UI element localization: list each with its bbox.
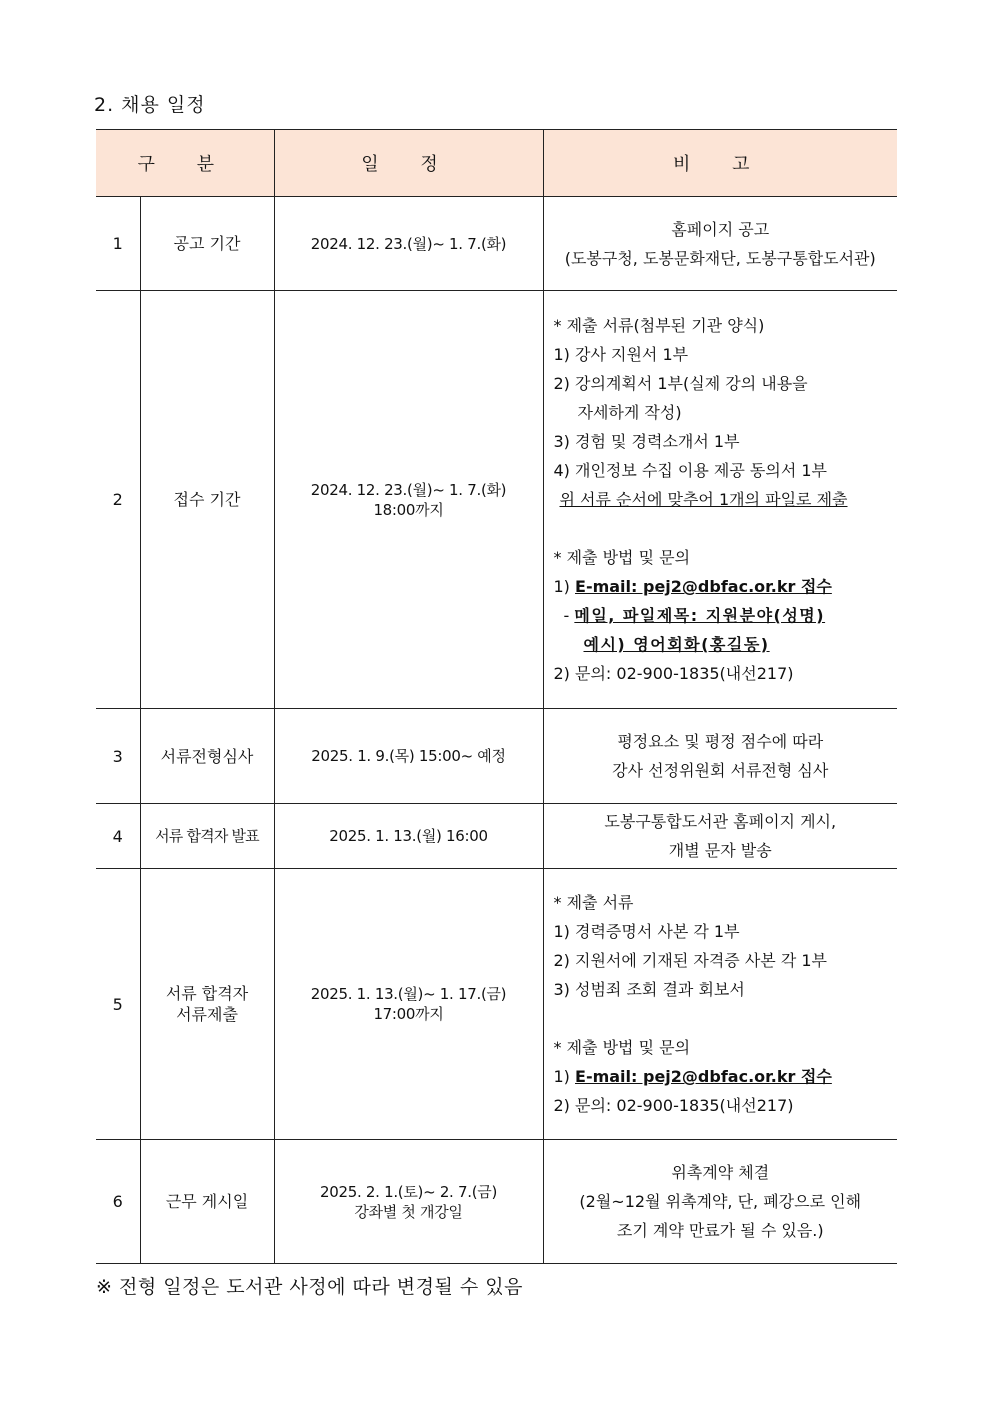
note-method-title: * 제출 방법 및 문의 [553, 1038, 691, 1057]
note-line: (도봉구청, 도봉문화재단, 도봉구통합도서관) [564, 248, 876, 268]
row-date [274, 869, 543, 1140]
category-line: 접수 기간 [173, 490, 241, 509]
note-doc-item: 자세하게 작성) [577, 403, 682, 422]
note-line: 홈페이지 공고 [671, 219, 770, 239]
row-category [140, 804, 274, 869]
date-line: 17:00까지 [373, 1005, 444, 1023]
row-number: 6 [96, 1140, 140, 1264]
category-line: 공고 기간 [173, 234, 241, 253]
note-line: 위촉계약 체결 [671, 1163, 770, 1182]
date-line: 2025. 1. 9.(목) 15:00~ 예정 [311, 747, 506, 765]
header-schedule: 일 정 [274, 130, 543, 197]
header-category: 구 분 [96, 130, 274, 197]
schedule-table [96, 129, 897, 1264]
note-doc-item: 3) 경험 및 경력소개서 1부 [553, 432, 740, 451]
note-doc-item: 2) 지원서에 기재된 자격증 사본 각 1부 [553, 951, 828, 970]
table-row [96, 709, 897, 804]
row-number: 3 [96, 709, 140, 804]
row-category [140, 869, 274, 1140]
row-date [274, 291, 543, 709]
note-line: 개별 문자 발송 [668, 841, 772, 860]
row-date [274, 804, 543, 869]
note-doc-item: 3) 성범죄 조회 결과 회보서 [553, 980, 745, 999]
note-line: 도봉구통합도서관 홈페이지 게시, [604, 812, 837, 831]
table-header-row [96, 130, 897, 197]
table-row [96, 291, 897, 709]
note-line: 평정요소 및 평정 점수에 따라 [617, 732, 824, 751]
row-category [140, 291, 274, 709]
table-row [96, 1140, 897, 1264]
table-row [96, 869, 897, 1140]
date-line: 강좌별 첫 개강일 [354, 1202, 463, 1221]
row-category [140, 1140, 274, 1264]
row-date [274, 709, 543, 804]
footnote: ※ 전형 일정은 도서관 사정에 따라 변경될 수 있음 [96, 1276, 523, 1298]
header-note: 비 고 [543, 130, 897, 197]
row-date [274, 197, 543, 291]
row-category [140, 709, 274, 804]
note-email-link[interactable]: E-mail: pej2@dbfac.or.kr 접수 [575, 1067, 832, 1086]
note-line: 강사 선정위원회 서류전형 심사 [612, 761, 829, 780]
date-line: 2025. 2. 1.(토)~ 2. 7.(금) [319, 1182, 498, 1201]
category-line: 서류제출 [176, 1005, 238, 1024]
category-line: 서류 합격자 [165, 984, 249, 1003]
date-line: 2025. 1. 13.(월) 16:00 [329, 827, 488, 845]
row-note [543, 291, 897, 709]
note-doc-item: 1) 경력증명서 사본 각 1부 [553, 922, 740, 941]
note-docs-title: * 제출 서류 [553, 893, 634, 912]
table-row [96, 804, 897, 869]
row-number: 2 [96, 291, 140, 709]
note-email-prefix: 1) [553, 1067, 576, 1086]
row-note [543, 709, 897, 804]
note-mail-example: 예시) 영어회화(홍길동) [583, 635, 770, 654]
date-line: 2024. 12. 23.(월)~ 1. 7.(화) [310, 234, 507, 253]
note-method-title: * 제출 방법 및 문의 [553, 548, 691, 567]
category-line: 서류 합격자 발표 [155, 826, 259, 845]
table-row [96, 197, 897, 291]
row-number: 1 [96, 197, 140, 291]
row-note [543, 1140, 897, 1264]
row-note [543, 804, 897, 869]
note-doc-item: 1) 강사 지원서 1부 [553, 345, 689, 364]
date-line: 2025. 1. 13.(월)~ 1. 17.(금) [310, 985, 507, 1003]
row-number: 4 [96, 804, 140, 869]
section-title: 2. 채용 일정 [94, 94, 206, 116]
note-contact: 2) 문의: 02-900-1835(내선217) [553, 664, 794, 683]
row-category [140, 197, 274, 291]
note-contact: 2) 문의: 02-900-1835(내선217) [553, 1096, 794, 1115]
note-doc-item: 2) 강의계획서 1부(실제 강의 내용을 [553, 374, 808, 393]
category-line: 근무 게시일 [165, 1192, 249, 1211]
row-note [543, 197, 897, 291]
note-doc-instruction: 위 서류 순서에 맞추어 1개의 파일로 제출 [559, 490, 848, 509]
note-email-link[interactable]: E-mail: pej2@dbfac.or.kr 접수 [575, 577, 832, 596]
row-note [543, 869, 897, 1140]
row-number: 5 [96, 869, 140, 1140]
note-mail-subject: 메일, 파일제목: 지원분야(성명) [574, 606, 826, 625]
note-line: (2월~12월 위촉계약, 단, 폐강으로 인해 [579, 1192, 862, 1211]
note-line: 조기 계약 만료가 될 수 있음.) [616, 1221, 824, 1240]
note-doc-item: 4) 개인정보 수집 이용 제공 동의서 1부 [553, 461, 828, 480]
note-mail-prefix: - [563, 606, 575, 625]
note-email-prefix: 1) [553, 577, 576, 596]
row-date [274, 1140, 543, 1264]
category-line: 서류전형심사 [160, 746, 254, 766]
date-line: 18:00까지 [373, 500, 444, 519]
date-line: 2024. 12. 23.(월)~ 1. 7.(화) [310, 480, 507, 499]
note-docs-title: * 제출 서류(첨부된 기관 양식) [553, 316, 765, 335]
